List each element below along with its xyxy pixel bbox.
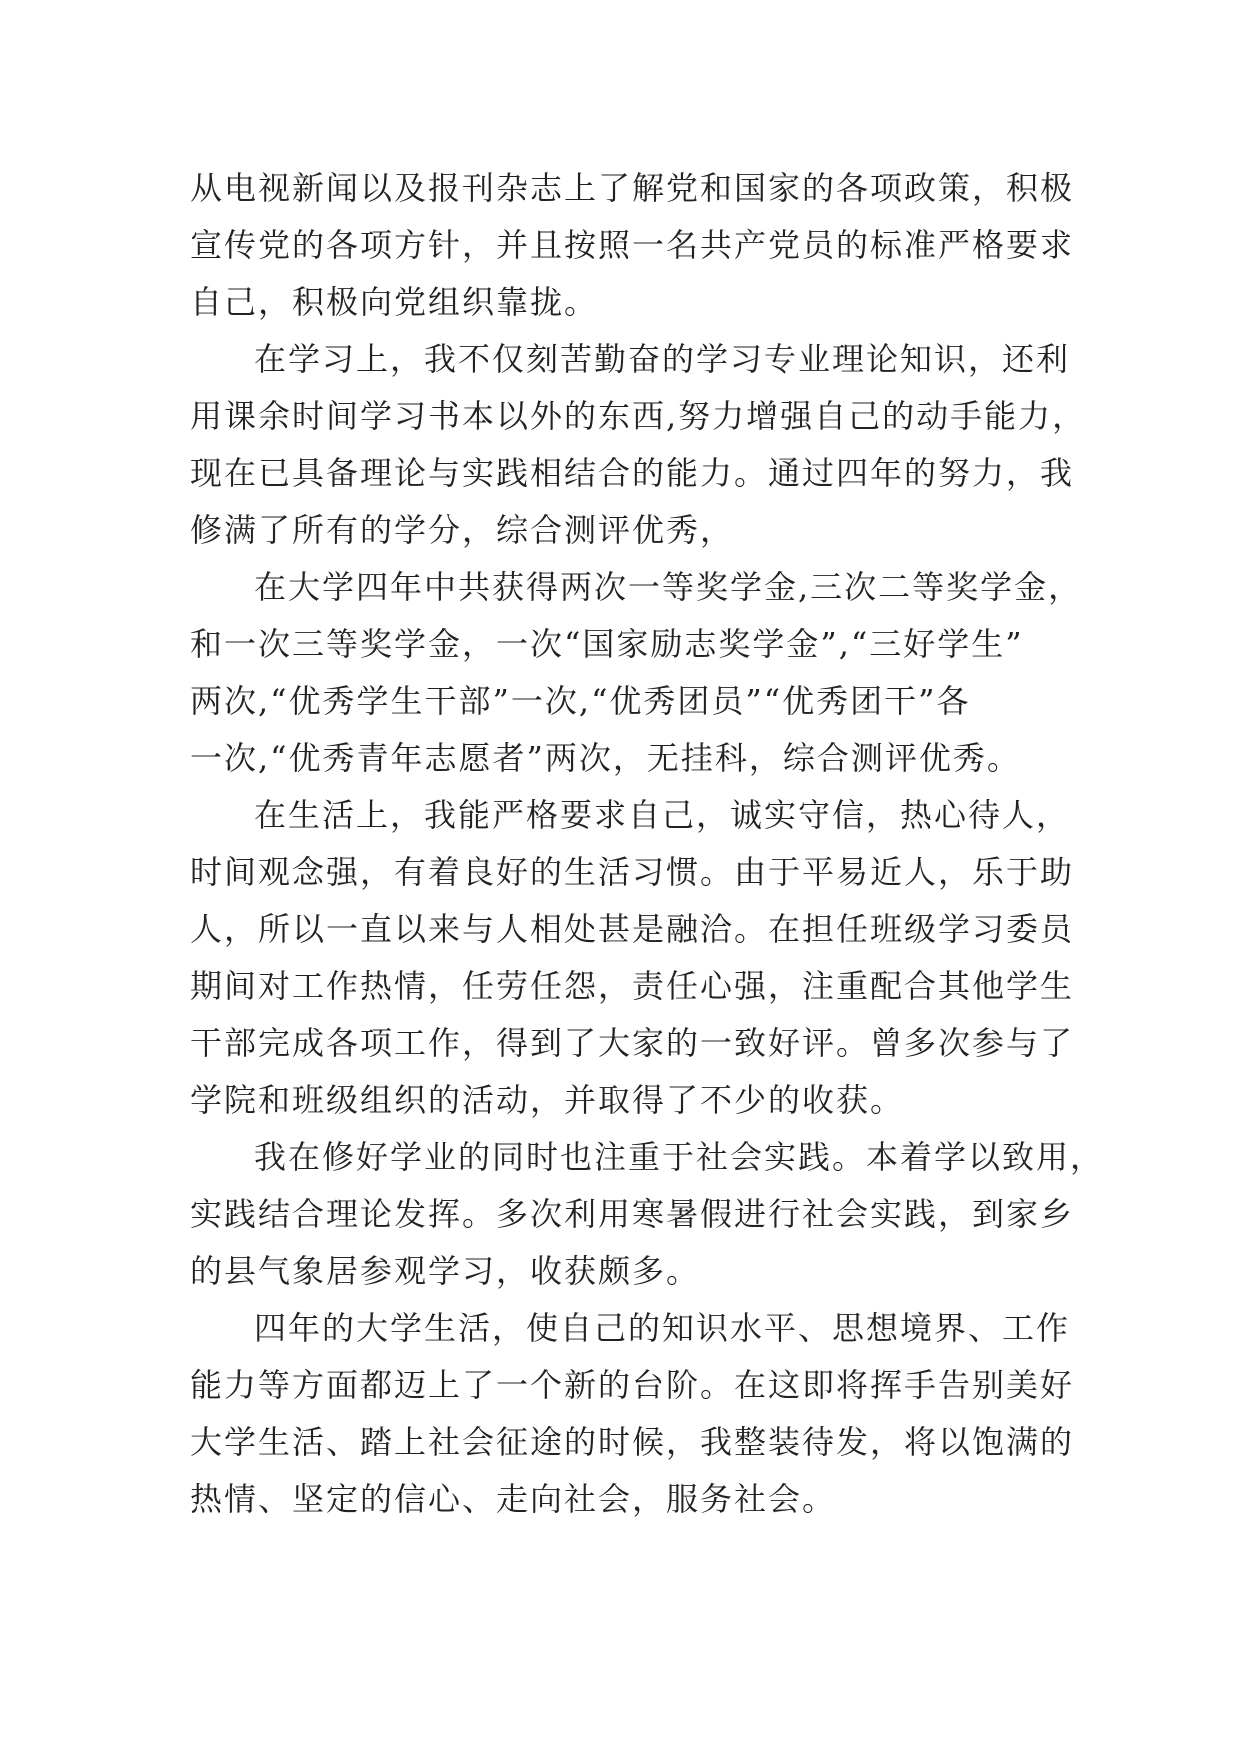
paragraph-study: [190, 331, 1087, 559]
text-line: 的县气象居参观学习，收获颇多。: [190, 1252, 701, 1290]
text-line: 热情、坚定的信心、走向社会，服务社会。: [190, 1480, 837, 1518]
text-line: 期间对工作热情，任劳任怨，责任心强，注重配合其他学生: [190, 967, 1075, 1005]
text-line: 在生活上，我能严格要求自己，诚实守信，热心待人，: [254, 796, 1071, 834]
paragraph-life: [190, 787, 1075, 1129]
text-line: 在大学四年中共获得两次一等奖学金,三次二等奖学金，: [254, 568, 1083, 606]
text-line: 学院和班级组织的活动，并取得了不少的收获。: [190, 1081, 905, 1119]
text-line: 在学习上，我不仅刻苦勤奋的学习专业理论知识，还利: [254, 340, 1071, 378]
text-line: 四年的大学生活，使自己的知识水平、思想境界、工作: [254, 1309, 1071, 1347]
text-line: 用课余时间学习书本以外的东西,努力增强自己的动手能力，: [190, 397, 1087, 435]
document-body: [190, 160, 1105, 1528]
text-line: 现在已具备理论与实践相结合的能力。通过四年的努力，我: [190, 454, 1075, 492]
text-line: 两次,“优秀学生干部”一次,“优秀团员”“优秀团干”各: [190, 682, 971, 720]
text-line: 干部完成各项工作，得到了大家的一致好评。曾多次参与了: [190, 1024, 1075, 1062]
text-line: 一次,“优秀青年志愿者”两次，无挂科，综合测评优秀。: [190, 739, 1021, 777]
text-line: 宣传党的各项方针，并且按照一名共产党员的标准严格要求: [190, 226, 1075, 264]
paragraph-practice: [190, 1129, 1105, 1300]
text-line: 我在修好学业的同时也注重于社会实践。本着学以致用，: [254, 1138, 1105, 1176]
text-line: 从电视新闻以及报刊杂志上了解党和国家的各项政策，积极: [190, 169, 1075, 207]
text-line: 和一次三等奖学金，一次“国家励志奖学金”,“三好学生”: [190, 625, 1024, 663]
paragraph-conclusion: [190, 1300, 1075, 1528]
paragraph-awards: [190, 559, 1083, 787]
text-line: 人，所以一直以来与人相处甚是融洽。在担任班级学习委员: [190, 910, 1075, 948]
text-line: 时间观念强，有着良好的生活习惯。由于平易近人，乐于助: [190, 853, 1075, 891]
text-line: 自己，积极向党组织靠拢。: [190, 283, 599, 321]
text-line: 大学生活、踏上社会征途的时候，我整装待发，将以饱满的: [190, 1423, 1075, 1461]
paragraph-political: [190, 160, 1075, 331]
text-line: 修满了所有的学分，综合测评优秀，: [190, 511, 735, 549]
text-line: 能力等方面都迈上了一个新的台阶。在这即将挥手告别美好: [190, 1366, 1075, 1404]
text-line: 实践结合理论发挥。多次利用寒暑假进行社会实践，到家乡: [190, 1195, 1075, 1233]
